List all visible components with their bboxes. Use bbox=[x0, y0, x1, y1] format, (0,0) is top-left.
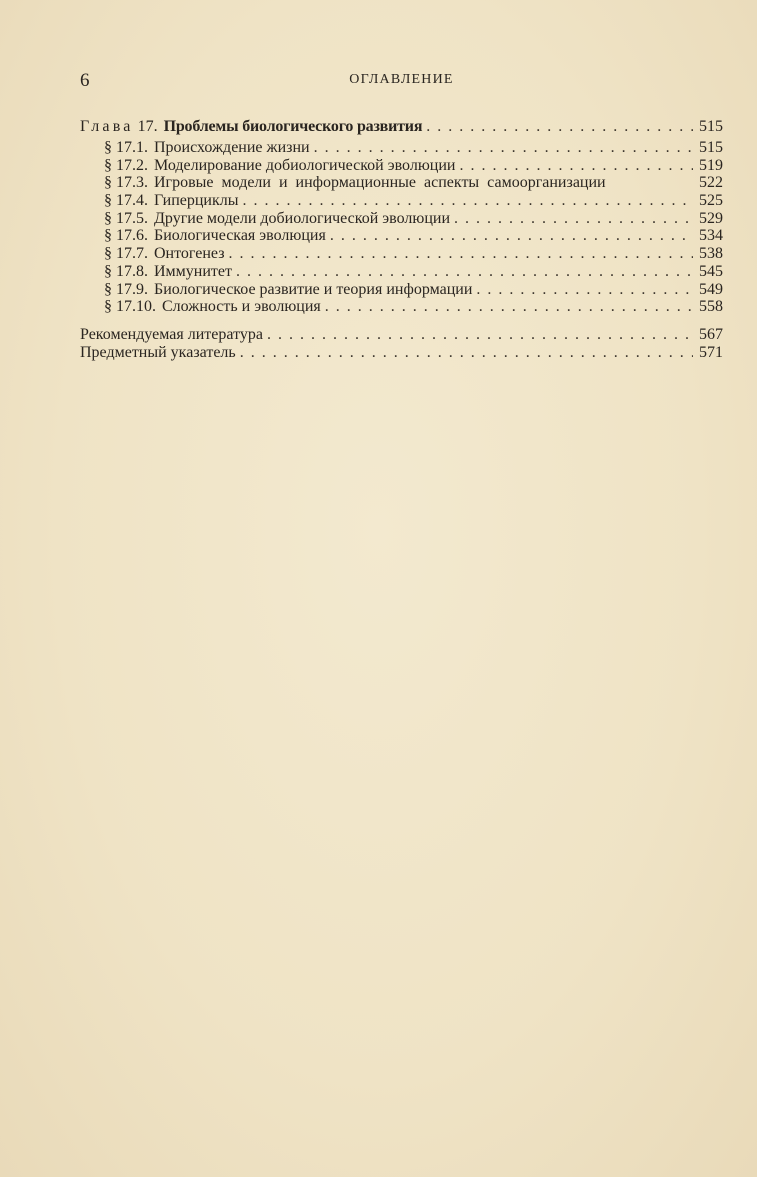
chapter-number: 17. bbox=[137, 118, 158, 135]
section-title: Игровые модели и информационные аспекты самоорганизации bbox=[154, 174, 606, 192]
backmatter-title: Рекомендуемая литература bbox=[80, 325, 263, 343]
section-title: Гиперциклы bbox=[154, 192, 239, 210]
toc-section-entry bbox=[80, 139, 723, 157]
section-title: Иммунитет bbox=[154, 262, 233, 280]
dot-leader bbox=[314, 139, 693, 157]
page-number: 6 bbox=[80, 70, 90, 91]
toc-section-entry bbox=[80, 245, 723, 263]
dot-leader bbox=[236, 263, 693, 281]
dot-leader bbox=[267, 326, 693, 344]
page-reference: 534 bbox=[699, 227, 723, 245]
backmatter-title: Предметный указатель bbox=[80, 343, 236, 361]
page-reference: 558 bbox=[699, 298, 723, 316]
page-reference: 519 bbox=[699, 156, 723, 174]
toc-backmatter-entry bbox=[80, 326, 723, 344]
page-reference: 515 bbox=[699, 118, 723, 135]
dot-leader bbox=[476, 281, 693, 299]
page-reference: 529 bbox=[699, 209, 723, 227]
section-number: § 17.9. bbox=[104, 280, 148, 298]
toc-section-entry bbox=[80, 174, 723, 192]
section-title: Сложность и эволюция bbox=[162, 298, 321, 316]
section-number: § 17.3. bbox=[104, 174, 148, 192]
dot-leader bbox=[229, 245, 693, 263]
page-reference: 567 bbox=[699, 325, 723, 343]
dot-leader bbox=[330, 227, 693, 245]
table-of-contents bbox=[80, 117, 723, 361]
dot-leader bbox=[454, 210, 693, 228]
toc-section-entry bbox=[80, 157, 723, 175]
page-reference: 515 bbox=[699, 139, 723, 156]
toc-section-entry bbox=[80, 298, 723, 316]
toc-section-entry bbox=[80, 192, 723, 210]
section-title: Онтогенез bbox=[154, 245, 225, 263]
page-reference: 545 bbox=[699, 262, 723, 280]
toc-section-entry bbox=[80, 227, 723, 245]
toc-section-entry bbox=[80, 281, 723, 299]
dot-leader bbox=[426, 117, 693, 137]
section-number: § 17.8. bbox=[104, 262, 148, 280]
section-title: Моделирование добиологической эволюции bbox=[154, 156, 456, 174]
section-title: Биологическое развитие и теория информации bbox=[154, 280, 473, 298]
section-title: Биологическая эволюция bbox=[154, 227, 326, 245]
dot-leader bbox=[325, 298, 693, 316]
toc-backmatter-entry bbox=[80, 344, 723, 362]
toc-chapter-entry bbox=[80, 117, 723, 137]
section-number: § 17.7. bbox=[104, 245, 148, 263]
section-number: § 17.1. bbox=[104, 139, 148, 156]
toc-section-entry bbox=[80, 210, 723, 228]
page-header bbox=[80, 70, 723, 92]
dot-leader bbox=[459, 157, 693, 175]
section-number: § 17.5. bbox=[104, 209, 148, 227]
dot-leader bbox=[243, 192, 694, 210]
page-reference: 571 bbox=[699, 343, 723, 361]
page-reference: 522 bbox=[699, 174, 723, 192]
page-reference: 538 bbox=[699, 245, 723, 263]
toc-section-entry bbox=[80, 263, 723, 281]
section-number: § 17.10. bbox=[104, 298, 156, 316]
chapter-title: Проблемы биологического развития bbox=[163, 118, 423, 135]
chapter-prefix: Глава bbox=[80, 118, 134, 135]
section-title: Другие модели добиологической эволюции bbox=[154, 209, 451, 227]
page-reference: 549 bbox=[699, 280, 723, 298]
dot-leader bbox=[240, 344, 693, 362]
page-reference: 525 bbox=[699, 192, 723, 210]
section-number: § 17.6. bbox=[104, 227, 148, 245]
running-title: ОГЛАВЛЕНИЕ bbox=[349, 72, 454, 87]
section-number: § 17.4. bbox=[104, 192, 148, 210]
section-title: Происхождение жизни bbox=[154, 139, 310, 156]
section-number: § 17.2. bbox=[104, 156, 148, 174]
